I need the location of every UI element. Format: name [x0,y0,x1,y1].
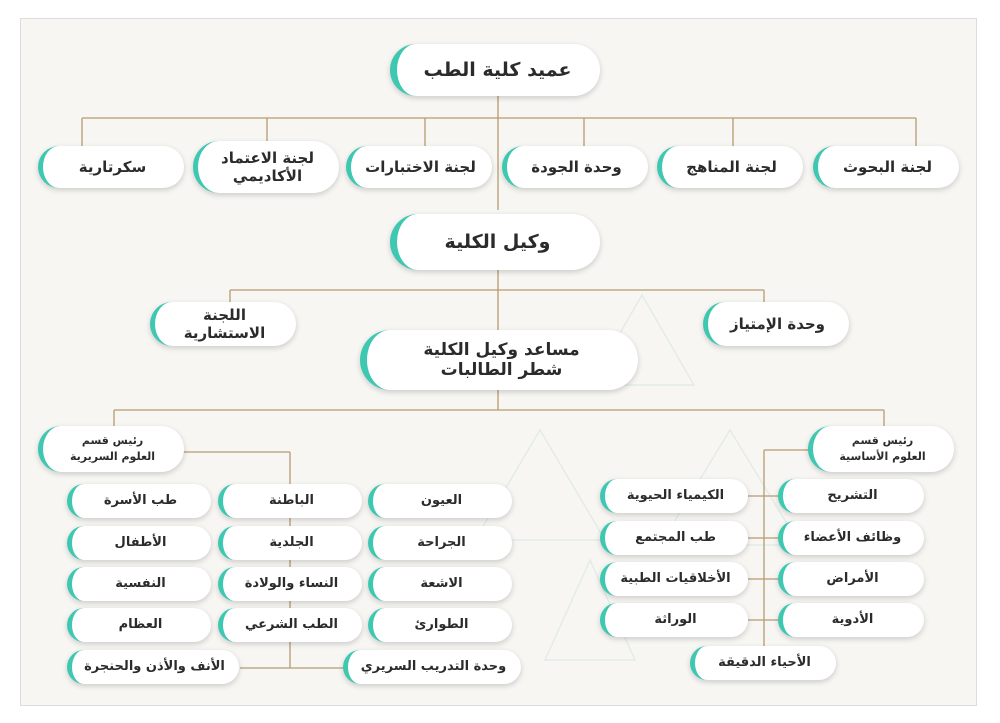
basic-physiology-node: وظائف الأعضاء [778,521,924,555]
vice-dean-node: وكيل الكلية [390,214,600,270]
assistant-vice-dean-node: مساعد وكيل الكلية شطر الطالبات [360,330,638,390]
excellence-unit-node: وحدة الإمتياز [703,302,849,346]
clinical-dermatology-node: الجلدية [218,526,362,560]
quality-unit-node: وحدة الجودة [502,146,648,188]
basic-microbiology-node: الأحياء الدقيقة [690,646,836,680]
clinical-ent-node: الأنف والأذن والحنجرة [67,650,239,684]
basic-anatomy-node: التشريح [778,479,924,513]
basic-pharmacology-node: الأدوية [778,603,924,637]
basic-community-medicine-node: طب المجتمع [600,521,748,555]
clinical-obgyn-node: النساء والولادة [218,567,362,601]
basic-biochemistry-node: الكيمياء الحيوية [600,479,748,513]
basic-pathology-node: الأمراض [778,562,924,596]
clinical-emergency-node: الطوارئ [368,608,512,642]
clinical-radiology-node: الاشعة [368,567,512,601]
clinical-forensic-node: الطب الشرعي [218,608,362,642]
clinical-training-unit-node: وحدة التدريب السريري [343,650,521,684]
clinical-head-node: رئيس قسم العلوم السريرية [38,426,184,472]
secretary-node: سكرتارية [38,146,184,188]
accreditation-committee-node: لجنة الاعتماد الأكاديمي [193,141,339,193]
basic-head-node: رئيس قسم العلوم الأساسية [808,426,954,472]
curricula-committee-node: لجنة المناهج [657,146,803,188]
clinical-pediatrics-node: الأطفال [67,526,211,560]
dean-node: عميد كلية الطب [390,44,600,96]
exams-committee-node: لجنة الاختبارات [346,146,492,188]
clinical-family-medicine-node: طب الأسرة [67,484,211,518]
clinical-orthopedics-node: العظام [67,608,211,642]
clinical-psychiatry-node: النفسية [67,567,211,601]
basic-genetics-node: الوراثة [600,603,748,637]
research-committee-node: لجنة البحوث [813,146,959,188]
advisory-committee-node: اللجنة الاستشارية [150,302,296,346]
basic-medical-ethics-node: الأخلاقيات الطبية [600,562,748,596]
clinical-surgery-node: الجراحة [368,526,512,560]
clinical-internal-medicine-node: الباطنة [218,484,362,518]
clinical-eye-node: العيون [368,484,512,518]
